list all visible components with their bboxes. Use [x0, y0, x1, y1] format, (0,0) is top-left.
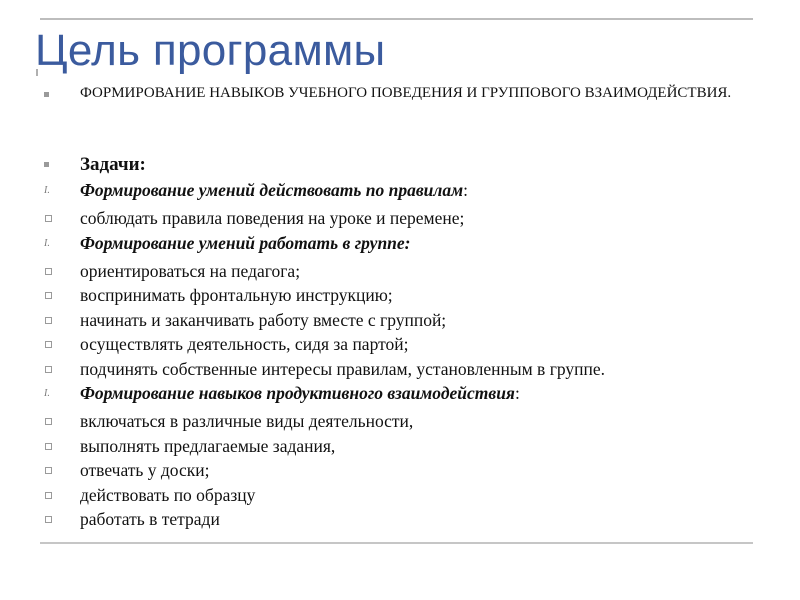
list-item-text: соблюдать правила поведения на уроке и перемене;	[80, 208, 465, 228]
list-item	[44, 308, 764, 333]
square-bullet-icon	[44, 92, 49, 97]
section-heading-rules	[44, 178, 764, 206]
list-item-text: действовать по образцу	[80, 484, 256, 505]
section-label: Формирование умений работать в группе:	[80, 232, 411, 253]
checkbox-bullet-icon	[45, 366, 52, 373]
goal-text: ФОРМИРОВАНИЕ НАВЫКОВ УЧЕБНОГО ПОВЕДЕНИЯ И ГРУППОВОГО ВЗАИМОДЕЙСТВИЯ.	[80, 85, 732, 101]
list-item-text: начинать и заканчивать работу вместе с группой;	[80, 309, 447, 330]
top-rule	[40, 18, 753, 20]
list-item	[44, 283, 764, 308]
list-item-text: осуществлять деятельность, сидя за партой;	[80, 334, 409, 354]
square-bullet-icon	[44, 162, 49, 167]
section-label: Формирование умений действовать по правилам	[80, 180, 464, 200]
goal-paragraph	[44, 84, 734, 103]
roman-numeral-marker: I.	[44, 388, 50, 399]
checkbox-bullet-icon	[45, 341, 52, 348]
checkbox-bullet-icon	[45, 317, 52, 324]
list-item-text: выполнять предлагаемые задания,	[80, 435, 336, 456]
section-suffix: :	[514, 383, 520, 403]
list-item	[44, 507, 764, 532]
section-heading-group	[44, 231, 764, 259]
list-item-text: включаться в различные виды деятельности,	[80, 411, 414, 431]
roman-numeral-marker: I.	[44, 237, 50, 249]
list-item	[44, 458, 764, 483]
roman-numeral-marker: I.	[44, 185, 50, 196]
checkbox-bullet-icon	[45, 292, 52, 299]
list-item-text: воспринимать фронтальную инструкцию;	[80, 285, 393, 305]
tasks-list	[44, 153, 764, 532]
tasks-heading	[44, 153, 764, 178]
section-label: Формирование навыков продуктивного взаимодействия	[80, 383, 515, 403]
list-item	[44, 332, 764, 357]
checkbox-bullet-icon	[45, 516, 52, 523]
list-item	[44, 434, 764, 459]
checkbox-bullet-icon	[45, 467, 52, 474]
checkbox-bullet-icon	[45, 215, 52, 222]
list-item	[44, 259, 764, 284]
list-item-text: работать в тетради	[80, 509, 220, 529]
checkbox-bullet-icon	[45, 418, 52, 425]
list-item	[44, 357, 764, 382]
checkbox-bullet-icon	[45, 268, 52, 275]
list-item	[44, 483, 764, 508]
list-item-text: подчинять собственные интересы правилам, установленным в группе.	[80, 358, 606, 379]
list-item-text: отвечать у доски;	[80, 460, 210, 480]
tasks-heading-text: Задачи:	[80, 154, 146, 175]
checkbox-bullet-icon	[45, 492, 52, 499]
bottom-rule	[40, 542, 753, 544]
list-item	[44, 206, 764, 231]
slide-title: Цель программы	[35, 26, 386, 75]
list-item-text: ориентироваться на педагога;	[80, 260, 301, 281]
list-item	[44, 409, 764, 434]
checkbox-bullet-icon	[45, 443, 52, 450]
section-heading-interaction	[44, 381, 764, 409]
section-suffix: :	[463, 180, 468, 200]
